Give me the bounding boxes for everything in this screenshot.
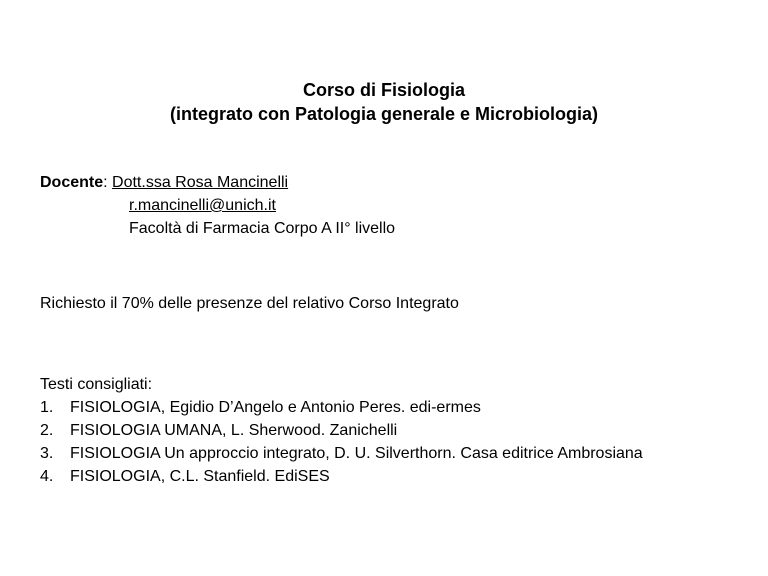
list-item-text: FISIOLOGIA Un approccio integrato, D. U. Silverthorn. Casa editrice Ambrosiana xyxy=(70,445,643,462)
list-item-number: 2. xyxy=(40,422,54,439)
docente-name-link[interactable]: Dott.ssa Rosa Mancinelli xyxy=(112,174,289,191)
title-line-1: Corso di Fisiologia xyxy=(302,80,465,100)
list-item-number: 1. xyxy=(40,399,54,416)
list-item xyxy=(40,467,330,487)
location-text: Facoltà di Farmacia Corpo A II° livello xyxy=(129,220,396,237)
list-item-number: 4. xyxy=(40,468,54,485)
docente-label: Docente xyxy=(40,174,104,191)
title-line-2: (integrato con Patologia generale e Microbiologia) xyxy=(169,104,599,124)
texts-heading: Testi consigliati: xyxy=(40,376,153,393)
list-item xyxy=(40,444,643,464)
slide-title xyxy=(0,78,768,126)
attendance-text: Richiesto il 70% delle presenze del relativo Corso Integrato xyxy=(40,295,459,312)
list-item-text: FISIOLOGIA UMANA, L. Sherwood. Zanichelli xyxy=(70,422,398,439)
email-link[interactable]: r.mancinelli@unich.it xyxy=(129,197,276,214)
list-item-text: FISIOLOGIA, C.L. Stanfield. EdiSES xyxy=(70,468,330,485)
list-item-text: FISIOLOGIA, Egidio D’Angelo e Antonio Peres. edi-ermes xyxy=(70,399,481,416)
docente-separator: : xyxy=(103,174,108,191)
list-item-number: 3. xyxy=(40,445,54,462)
list-item xyxy=(40,398,481,418)
list-item xyxy=(40,421,397,441)
email-line xyxy=(129,196,276,216)
docente-line xyxy=(40,173,288,193)
